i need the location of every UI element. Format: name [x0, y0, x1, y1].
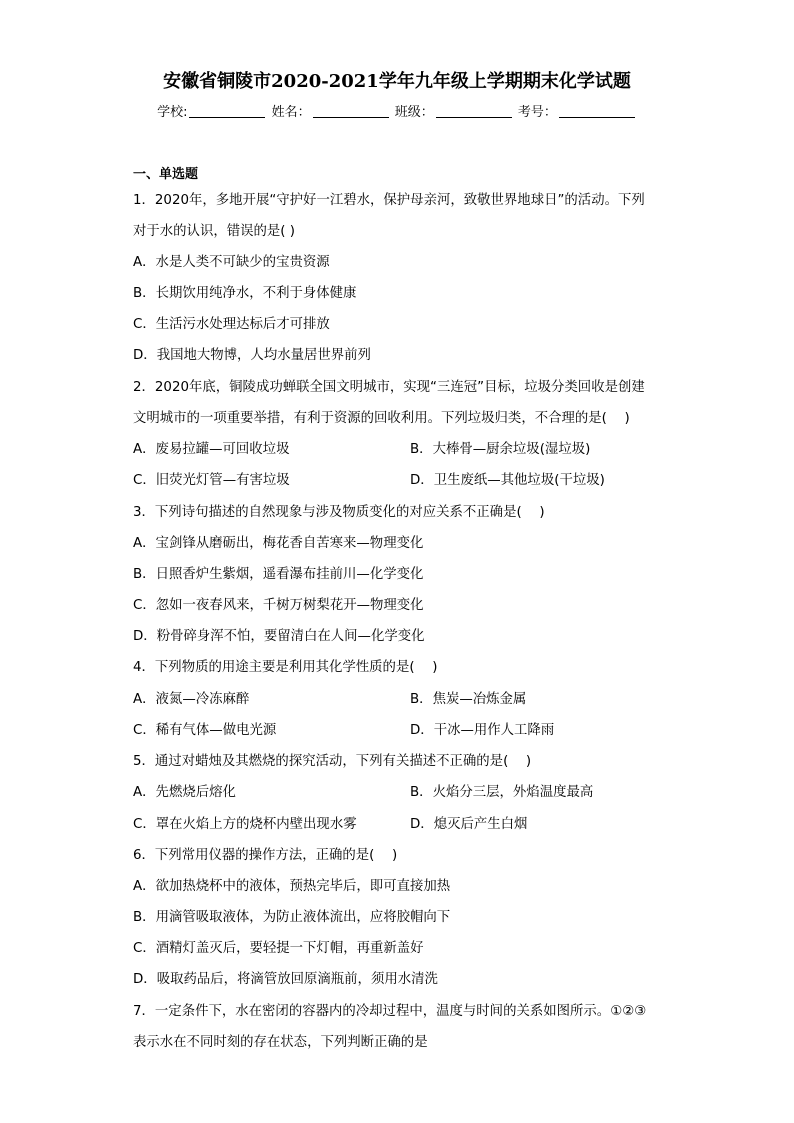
question-6-stem: 6．下列常用仪器的操作方法，正确的是( ) — [133, 848, 398, 863]
question-7-stem-cont: 表示水在不同时刻的存在状态，下列判断正确的是 — [133, 1035, 428, 1050]
question-3-option-b: B．日照香炉生紫烟，遥看瀑布挂前川—化学变化 — [133, 567, 424, 582]
question-4-option-d: D．干冰—用作人工降雨 — [410, 723, 555, 738]
school-blank[interactable] — [189, 103, 265, 118]
question-1-option-b: B．长期饮用纯净水，不利于身体健康 — [133, 286, 357, 301]
question-2-stem-cont: 文明城市的一项重要举措，有利于资源的回收利用。下列垃圾归类，不合理的是( ) — [133, 411, 630, 426]
question-6-option-c: C．酒精灯盖灭后，要轻提一下灯帽，再重新盖好 — [133, 941, 424, 956]
question-2-option-d: D．卫生废纸—其他垃圾(干垃圾) — [410, 473, 605, 488]
name-label: 姓名： — [271, 105, 311, 120]
class-blank[interactable] — [436, 103, 512, 118]
question-4-option-b: B．焦炭—冶炼金属 — [410, 692, 527, 707]
question-3-stem: 3．下列诗句描述的自然现象与涉及物质变化的对应关系不正确是( ) — [133, 505, 545, 520]
question-5-option-a: A．先燃烧后熔化 — [133, 785, 236, 800]
exam-number-blank[interactable] — [559, 103, 635, 118]
question-1-option-d: D．我国地大物博，人均水量居世界前列 — [133, 348, 371, 363]
question-4-option-a: A．液氮—冷冻麻醉 — [133, 692, 250, 707]
page-title: 安徽省铜陵市2020-2021学年九年级上学期期末化学试题 — [163, 71, 631, 92]
question-2-stem: 2．2020年底，铜陵成功蝉联全国文明城市，实现“三连冠”目标，垃圾分类回收是创建 — [133, 380, 645, 395]
question-1-option-a: A．水是人类不可缺少的宝贵资源 — [133, 255, 330, 270]
class-label: 班级： — [394, 105, 434, 120]
question-2-option-a: A．废易拉罐—可回收垃圾 — [133, 442, 290, 457]
question-3-option-d: D．粉骨碎身浑不怕，要留清白在人间—化学变化 — [133, 629, 425, 644]
question-2-option-b: B．大棒骨—厨余垃圾(湿垃圾) — [410, 442, 591, 457]
question-1-stem: 1．2020年，多地开展“守护好一江碧水，保护母亲河，致敬世界地球日”的活动。下列 — [133, 193, 645, 208]
question-5-stem: 5．通过对蜡烛及其燃烧的探究活动，下列有关描述不正确的是( ) — [133, 754, 532, 769]
question-1-stem-cont: 对于水的认识，错误的是( ) — [133, 224, 296, 239]
question-1-option-c: C．生活污水处理达标后才可排放 — [133, 317, 330, 332]
section-heading: 一、单选题 — [133, 167, 199, 182]
question-2-option-c: C．旧荧光灯管—有害垃圾 — [133, 473, 290, 488]
question-4-stem: 4．下列物质的用途主要是利用其化学性质的是( ) — [133, 660, 438, 675]
exam-number-label: 考号： — [517, 105, 557, 120]
question-3-option-a: A．宝剑锋从磨砺出，梅花香自苦寒来—物理变化 — [133, 536, 424, 551]
school-label: 学校: — [157, 105, 188, 120]
question-6-option-b: B．用滴管吸取液体，为防止液体流出，应将胶帽向下 — [133, 910, 451, 925]
name-blank[interactable] — [313, 103, 389, 118]
question-5-option-b: B．火焰分三层，外焰温度最高 — [410, 785, 594, 800]
question-7-stem: 7．一定条件下，水在密闭的容器内的冷却过程中，温度与时间的关系如图所示。①②③ — [133, 1004, 647, 1019]
question-6-option-a: A．欲加热烧杯中的液体，预热完毕后，即可直接加热 — [133, 879, 451, 894]
question-5-option-c: C．罩在火焰上方的烧杯内壁出现水雾 — [133, 817, 357, 832]
question-4-option-c: C．稀有气体—做电光源 — [133, 723, 277, 738]
question-3-option-c: C．忽如一夜春风来，千树万树梨花开—物理变化 — [133, 598, 424, 613]
question-5-option-d: D．熄灭后产生白烟 — [410, 817, 528, 832]
student-info-line — [0, 103, 794, 123]
question-6-option-d: D．吸取药品后，将滴管放回原滴瓶前，须用水清洗 — [133, 972, 438, 987]
